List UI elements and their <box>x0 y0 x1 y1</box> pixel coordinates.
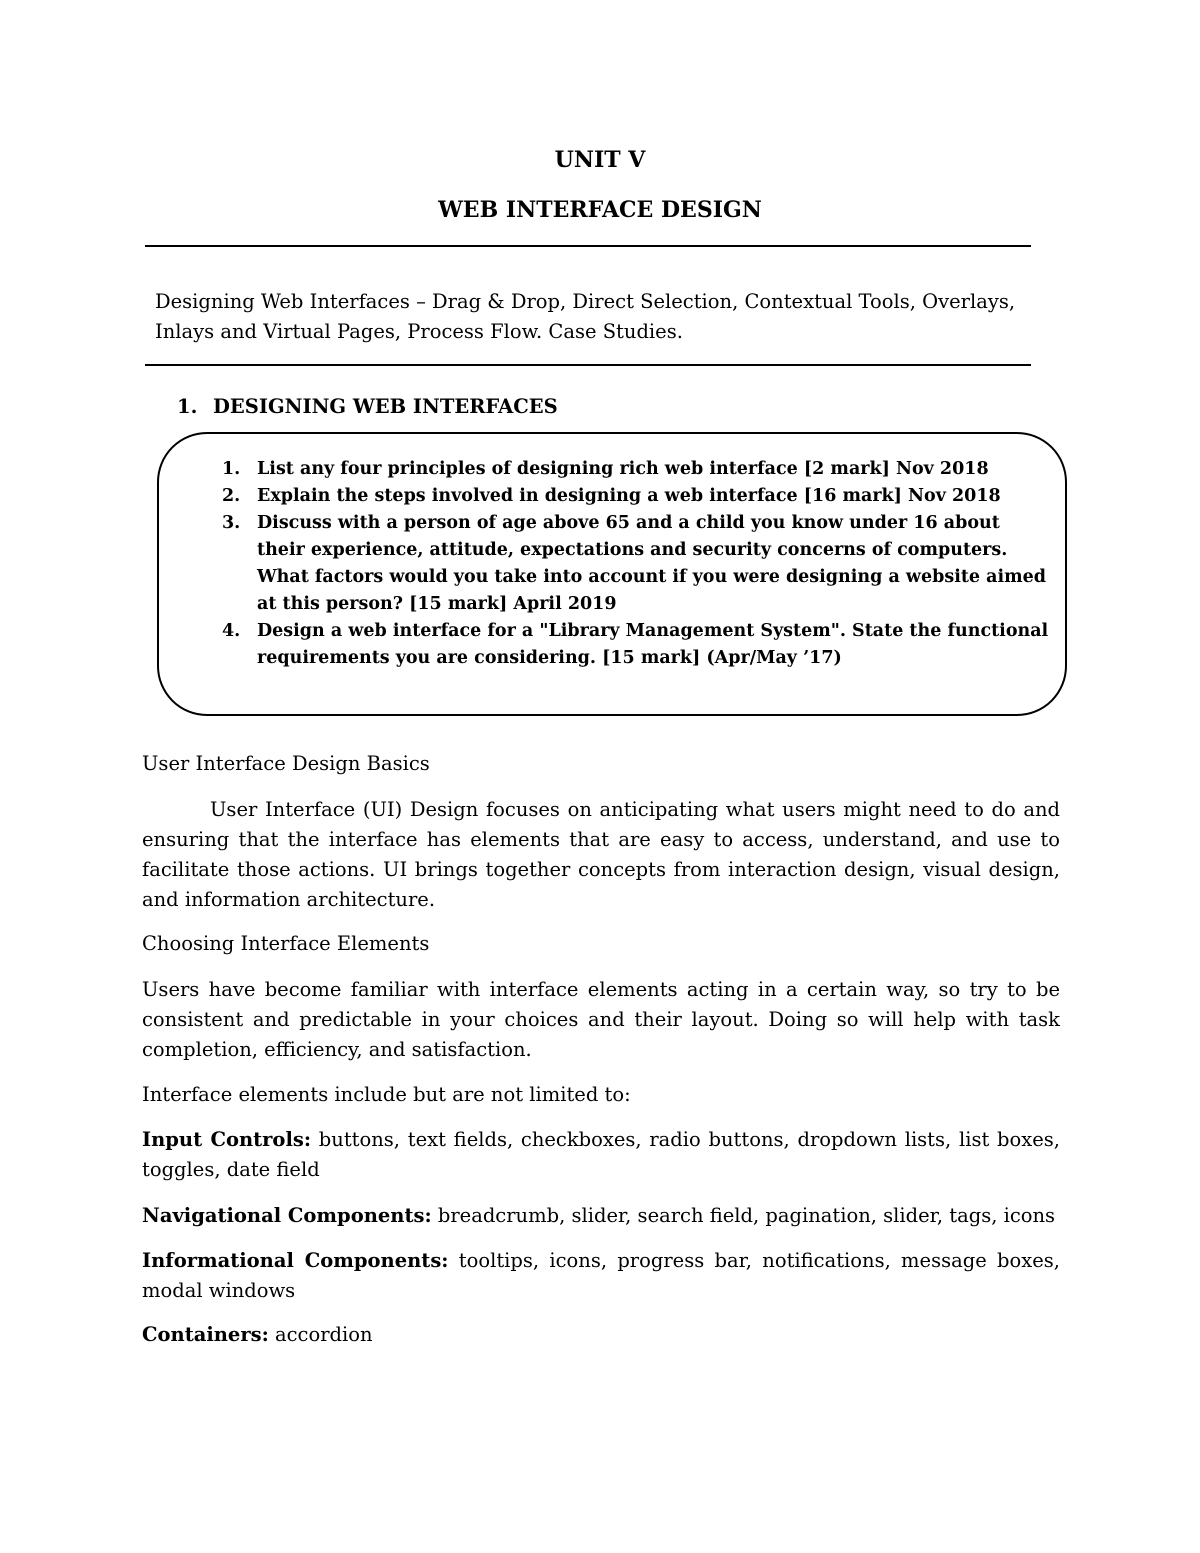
question-number: 1. <box>222 459 241 479</box>
question-item <box>222 618 1052 672</box>
element-text: buttons, text fields, checkboxes, radio buttons, dropdown lists, list boxes, toggles, date field <box>142 1128 1060 1181</box>
ui-basics-heading: User Interface Design Basics <box>142 752 430 775</box>
question-text: Explain the steps involved in designing a web interface [16 mark] Nov 2018 <box>257 486 1001 506</box>
elements-intro: Interface elements include but are not limited to: <box>142 1083 631 1106</box>
choosing-paragraph: Users have become familiar with interface elements acting in a certain way, so try to be consistent and predictable in your choices and their layout. Doing so will help with task completion, efficiency, and satisfaction. <box>142 978 1060 1061</box>
top-divider <box>145 245 1031 247</box>
question-number: 4. <box>222 621 241 641</box>
element-informational <box>142 1246 1060 1306</box>
section-number: 1. <box>177 395 198 418</box>
choosing-heading: Choosing Interface Elements <box>142 932 430 955</box>
element-label: Informational Components: <box>142 1249 449 1272</box>
unit-title: UNIT V <box>554 147 646 173</box>
question-list <box>222 456 1052 672</box>
question-number: 3. <box>222 513 241 533</box>
element-label: Containers: <box>142 1323 269 1346</box>
question-text: Design a web interface for a "Library Management System". State the functional requirements you are considering. [15 mark] (Apr/May ’17) <box>257 621 1049 668</box>
section-title: DESIGNING WEB INTERFACES <box>213 395 558 418</box>
syllabus-text: Designing Web Interfaces – Drag & Drop, Direct Selection, Contextual Tools, Overlays, Inlays and Virtual Pages, Process Flow. Case Studies. <box>155 290 1016 343</box>
element-label: Input Controls: <box>142 1128 312 1151</box>
question-number: 2. <box>222 486 241 506</box>
element-containers <box>142 1320 1060 1350</box>
unit-subtitle: WEB INTERFACE DESIGN <box>438 197 762 223</box>
element-navigational <box>142 1201 1060 1231</box>
question-text: List any four principles of designing rich web interface [2 mark] Nov 2018 <box>257 459 989 479</box>
bottom-divider <box>145 364 1031 366</box>
question-item <box>222 510 1052 618</box>
question-text: Discuss with a person of age above 65 and a child you know under 16 about their experience, attitude, expectations and security concerns of computers. What factors would you take into account if you were designing a website aimed at this person? [15 mark] April 2019 <box>257 513 1047 614</box>
ui-basics-paragraph: User Interface (UI) Design focuses on anticipating what users might need to do and ensuring that the interface has elements that are easy to access, understand, and use to facilitate those actions. UI brings together concepts from interaction design, visual design, and information architecture. <box>142 798 1060 911</box>
section-heading <box>177 393 558 421</box>
element-text: tooltips, icons, progress bar, notifications, message boxes, modal windows <box>142 1249 1060 1302</box>
question-item <box>222 483 1052 510</box>
element-input-controls <box>142 1125 1060 1185</box>
element-text: accordion <box>268 1323 373 1346</box>
element-label: Navigational Components: <box>142 1204 432 1227</box>
question-item <box>222 456 1052 483</box>
element-text: breadcrumb, slider, search field, pagination, slider, tags, icons <box>431 1204 1056 1227</box>
